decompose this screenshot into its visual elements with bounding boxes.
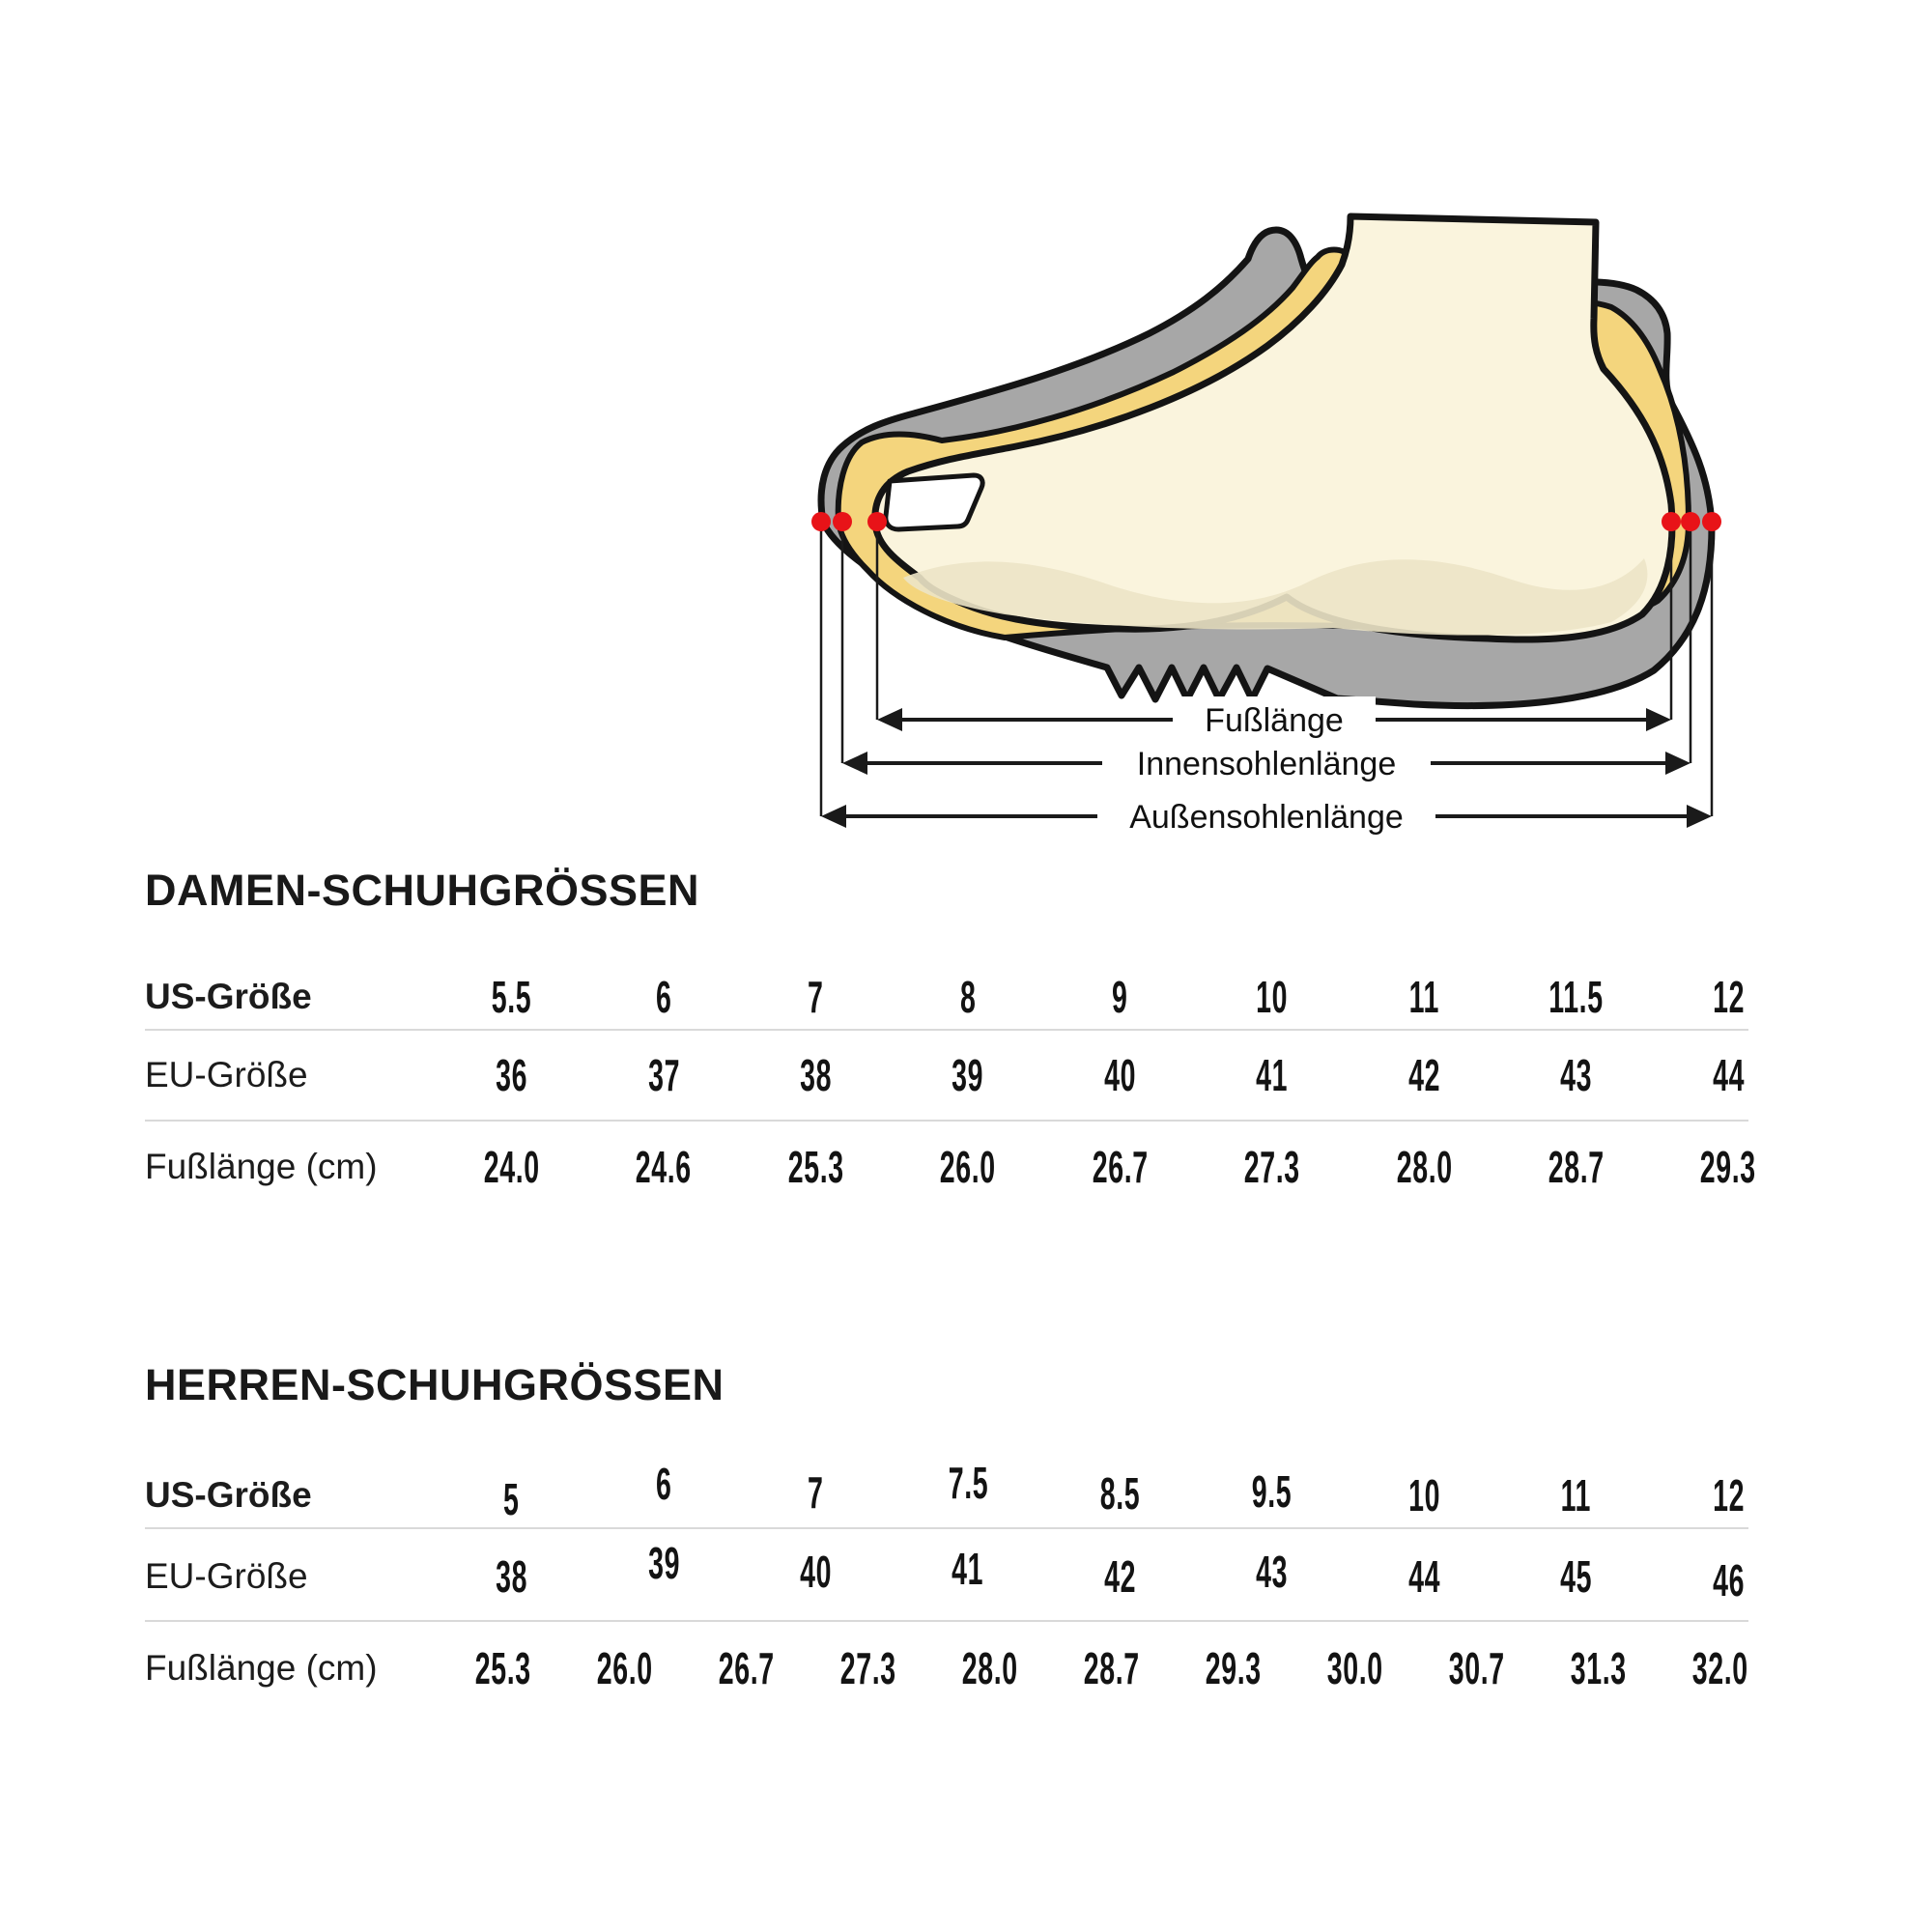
size-cell: 43 <box>1256 1547 1289 1597</box>
size-cell: 46 <box>1712 1555 1745 1605</box>
size-cell: 26.0 <box>597 1643 653 1693</box>
size-cell: 40 <box>1103 1050 1136 1100</box>
row-label-eu: EU-Größe <box>145 1556 308 1596</box>
size-cell: 39 <box>647 1538 680 1588</box>
size-cell: 43 <box>1560 1050 1593 1100</box>
size-cell: 24.6 <box>636 1142 693 1192</box>
size-cell: 11 <box>1561 1470 1592 1520</box>
arrowhead-left-icon <box>821 805 846 828</box>
toenail-shape <box>886 475 982 529</box>
men-us-row <box>145 1458 1804 1524</box>
size-cell: 28.0 <box>962 1643 1018 1693</box>
size-cell: 40 <box>800 1547 833 1597</box>
foot-length-label: Fußlänge <box>1205 702 1344 739</box>
size-cell: 8.5 <box>1099 1468 1141 1519</box>
marker-dot <box>867 512 887 531</box>
size-cell: 27.3 <box>840 1643 896 1693</box>
row-divider <box>145 1120 1748 1122</box>
size-cell: 10 <box>1407 1470 1440 1520</box>
size-cell: 8 <box>959 972 977 1022</box>
row-label-footlength: Fußlänge (cm) <box>145 1648 378 1688</box>
size-cell: 38 <box>800 1050 833 1100</box>
outsole-length-label: Außensohlenlänge <box>1129 799 1404 836</box>
shoe-measurement-diagram <box>0 0 1932 869</box>
size-cell: 29.3 <box>1700 1142 1757 1192</box>
size-cell: 26.7 <box>719 1643 775 1693</box>
men-footlength-values <box>436 1639 1804 1697</box>
size-cell: 36 <box>496 1050 528 1100</box>
size-cell: 29.3 <box>1206 1643 1262 1693</box>
size-cell: 9.5 <box>1252 1466 1293 1517</box>
women-us-values <box>436 968 1804 1026</box>
size-cell: 31.3 <box>1571 1643 1627 1693</box>
size-cell: 5 <box>503 1474 520 1524</box>
dimension-outsole-length <box>821 793 1712 839</box>
women-section-title: DAMEN-SCHUHGRÖSSEN <box>145 866 700 915</box>
size-cell: 12 <box>1712 972 1745 1022</box>
women-us-row <box>145 968 1804 1026</box>
size-cell: 24.0 <box>483 1142 540 1192</box>
size-cell: 25.3 <box>475 1643 531 1693</box>
size-cell: 11.5 <box>1548 972 1604 1022</box>
size-cell: 32.0 <box>1692 1643 1748 1693</box>
row-divider <box>145 1029 1748 1031</box>
size-cell: 11 <box>1408 972 1440 1022</box>
size-cell: 39 <box>952 1050 984 1100</box>
men-footlength-row <box>145 1639 1804 1697</box>
men-eu-row <box>145 1538 1804 1605</box>
men-section-title: HERREN-SCHUHGRÖSSEN <box>145 1360 724 1409</box>
size-cell: 27.3 <box>1243 1142 1300 1192</box>
size-cell: 12 <box>1712 1470 1745 1520</box>
size-cell: 26.0 <box>940 1142 997 1192</box>
row-divider <box>145 1527 1748 1529</box>
size-cell: 41 <box>952 1544 984 1594</box>
size-cell: 5.5 <box>491 972 532 1022</box>
size-cell: 9 <box>1112 972 1128 1022</box>
row-label-footlength: Fußlänge (cm) <box>145 1147 378 1186</box>
marker-dot <box>1702 512 1721 531</box>
size-cell: 37 <box>647 1050 680 1100</box>
size-cell: 6 <box>655 972 672 1022</box>
size-cell: 25.3 <box>787 1142 844 1192</box>
arrowhead-left-icon <box>877 708 902 731</box>
size-cell: 42 <box>1407 1050 1440 1100</box>
size-cell: 7 <box>808 972 824 1022</box>
size-cell: 30.7 <box>1449 1643 1505 1693</box>
size-cell: 38 <box>496 1551 528 1602</box>
size-cell: 28.0 <box>1396 1142 1453 1192</box>
size-cell: 45 <box>1560 1551 1593 1602</box>
row-divider <box>145 1620 1748 1622</box>
size-cell: 7 <box>808 1467 824 1518</box>
men-eu-values <box>436 1538 1804 1605</box>
size-cell: 41 <box>1256 1050 1289 1100</box>
size-cell: 44 <box>1712 1050 1745 1100</box>
dimension-insole-length <box>842 740 1690 786</box>
insole-length-label: Innensohlenlänge <box>1136 746 1397 782</box>
size-cell: 26.7 <box>1092 1142 1149 1192</box>
marker-dot <box>833 512 852 531</box>
size-cell: 28.7 <box>1548 1142 1605 1192</box>
size-cell: 44 <box>1407 1551 1440 1602</box>
arrowhead-right-icon <box>1646 708 1671 731</box>
women-footlength-values <box>436 1138 1804 1196</box>
marker-dot <box>811 512 831 531</box>
row-label-us: US-Größe <box>145 1475 312 1515</box>
size-cell: 28.7 <box>1084 1643 1140 1693</box>
row-label-eu: EU-Größe <box>145 1055 308 1094</box>
size-cell: 7.5 <box>948 1458 988 1508</box>
women-footlength-row <box>145 1138 1804 1196</box>
arrowhead-right-icon <box>1665 752 1690 775</box>
marker-dot <box>1681 512 1700 531</box>
size-cell: 10 <box>1256 972 1289 1022</box>
men-us-values <box>436 1458 1804 1524</box>
size-cell: 6 <box>655 1459 672 1509</box>
marker-dot <box>1662 512 1681 531</box>
arrowhead-right-icon <box>1687 805 1712 828</box>
size-cell: 42 <box>1103 1551 1136 1602</box>
row-label-us: US-Größe <box>145 977 312 1016</box>
women-eu-values <box>436 1046 1804 1104</box>
women-eu-row <box>145 1046 1804 1104</box>
arrowhead-left-icon <box>842 752 867 775</box>
size-cell: 30.0 <box>1327 1643 1383 1693</box>
